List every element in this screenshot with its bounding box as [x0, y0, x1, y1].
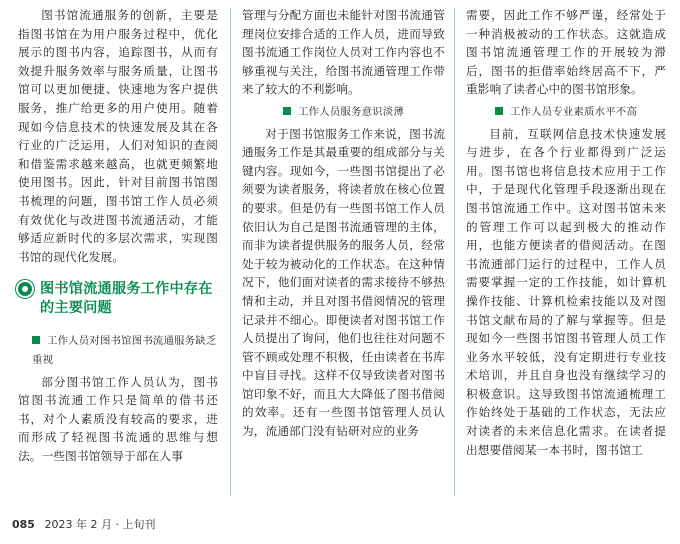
- column-1: [18, 6, 218, 465]
- paragraph: 对于图书馆服务工作来说，图书流通服务工作是其最重要的组成部分与关键内容。现如今，一些图书馆提出了必须要为读者服务，将读者放在核心位置的要求。但是仍有一些图书馆工作人员依旧认为自己是图书流通管理的主体，而非为读者提供服务的服务人员，经常处于较为被动化的工作状态。在这种情况下，他们面对读者的需求接待不够热情和主动，并且对图书借阅情况的管理记录并不细心。即便读者对图书馆工作人员提出了询问，他们也往往对问题不管不顾或处理不积极，任由读者在书库中盲目寻找。这样不仅导致读者对图书馆印象不好，而且大大降低了图书借阅的效率。还有一些图书馆管理人员认为，流通部门没有钻研对应的业务: [242, 126, 445, 439]
- paragraph: 需要，因此工作不够严谨，经常处于一种消极被动的工作状态。这就造成图书馆流通管理工作的开展较为滞后，图书的拒借率始终居高不下，严重影响了读者心中的图书馆形象。: [466, 8, 666, 97]
- subheading: 工作人员对图书馆图书流通服务缺乏重视: [32, 335, 217, 366]
- page-footer: [12, 516, 155, 532]
- section-title: 图书馆流通服务工作中存在的主要问题: [40, 281, 213, 317]
- subheading: 工作人员服务意识淡薄: [242, 103, 445, 122]
- square-bullet-icon: [283, 107, 291, 115]
- paragraph: 部分图书馆工作人员认为，图书馆图书流通工作只是简单的借书还书，对个人素质没有较高的要求，进而形成了轻视图书流通的思维与想法。一些图书馆领导于部在人事: [18, 374, 218, 463]
- column-divider: [230, 8, 231, 496]
- section-heading: [18, 280, 218, 318]
- column-divider: [454, 8, 455, 496]
- square-bullet-icon: [32, 336, 40, 344]
- subheading: 工作人员专业素质水平不高: [466, 103, 666, 122]
- square-bullet-icon: [495, 107, 503, 115]
- paragraph: 目前，互联网信息技术快速发展与进步，在各个行业都得到广泛运用。图书馆也将信息技术应用于工作中，于是现代化管理手段逐渐出现在图书馆流通工作中。这对图书馆未来的管理工作可以起到极大的推动作用，也能方便读者的借阅活动。在图书流通部门运行的过程中，工作人员需要掌握一定的工作技能，如计算机操作技能、计算机检索技能以及对图书馆文献布局的了解与掌握等。但是现如今一些图书馆图书管理人员工作业务水平较低，没有定期进行专业技术培训，并且自身也没有继续学习的积极意识。这导致图书馆流通梳理工作始终处于基础的工作状态，无法应对读者的未来信息化需求。在读者提出想要借阅某一本书时，图书馆工: [466, 126, 666, 457]
- column-3: [466, 6, 666, 459]
- column-2: [242, 6, 445, 441]
- section-bullet-icon: [18, 282, 32, 296]
- issue-label: 2023 年 2 月 · 上旬刊: [44, 518, 156, 531]
- paragraph: 图书馆流通服务的创新，主要是指图书馆在为用户服务过程中，优化展示的图书内容，追踪图书，从而有效提升服务效率与服务质量，让图书馆可以更加便捷、快速地为客户提供服务，推广给更多的用户使用。随着现如今信息技术的快速发展及其在各行业的广泛运用，人们对知识的查阅和借鉴需求越来越高，也就更频繁地使用图书。因此，针对目前图书馆图书梳理的问题，图书馆工作人员必须有效优化与改进图书流通活动，才能够适应新时代的多层次需求，实现图书馆的现代化发展。: [18, 8, 218, 264]
- page-number: 085: [12, 518, 35, 531]
- paragraph: 管理与分配方面也未能针对图书流通管理岗位安排合适的工作人员，进而导致图书流通工作岗位人员对工作内容也不够重视与关注，给图书流通管理工作带来了较大的不利影响。: [242, 8, 445, 97]
